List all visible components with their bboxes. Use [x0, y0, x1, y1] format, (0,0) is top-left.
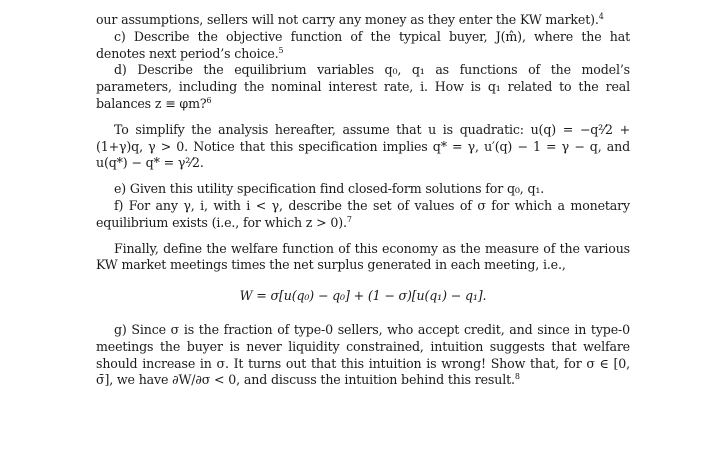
paragraph-question-c: c) Describe the objective function of the typical buyer, J(m̂), where the hat denotes next period’s choice.$^5$ [96, 28, 630, 61]
paragraph-question-g: g) Since σ is the fraction of type-0 sellers, who accept credit, and since in type-0 meetings the buyer is never liquidity constrained, intuition suggests that welfare should increase in σ. It turns out that this intuition is wrong! Show that, for σ ∈ [0, σ̄], we have ∂W/∂σ < 0, and discuss the intuition behind this result.$^8$ [96, 321, 630, 388]
footnote-marker: 6 [206, 95, 212, 105]
document-page [96, 12, 630, 389]
footnote-marker: 8 [514, 372, 520, 382]
paragraph-welfare-definition: Finally, define the welfare function of this economy as the measure of the various KW market meetings times the net surplus generated in each meeting, i.e., [96, 240, 630, 273]
welfare-equation: W = σ[u(q₀) − q₀] + (1 − σ)[u(q₁) − q₁]. [239, 288, 487, 304]
paragraph-utility-assumption: To simplify the analysis hereafter, assume that u is quadratic: u(q) = −q²⁄2 + (1+γ)q, γ > 0. Notice that this specification implies q* = γ, u′(q) − 1 = γ − q, and u(q*) − q* = γ²⁄2. [96, 121, 630, 171]
paragraph-intro: our assumptions, sellers will not carry any money as they enter the KW market).$^4$ [96, 11, 604, 27]
paragraph-question-e: e) Given this utility specification find closed-form solutions for q₀, q₁. [114, 181, 545, 197]
paragraph-question-d: d) Describe the equilibrium variables q₀, q₁ as functions of the model’s parameters, including the nominal interest rate, i. How is q₁ related to the real balances z ≡ φm?$^6$ [96, 62, 630, 111]
footnote-marker: 4 [598, 11, 604, 21]
footnote-marker: 7 [346, 214, 352, 224]
paragraph-question-f: f) For any γ, i, with i < γ, describe the set of values of σ for which a monetary equilibrium exists (i.e., for which z > 0).$^7$ [96, 197, 630, 230]
footnote-marker: 5 [278, 45, 284, 55]
